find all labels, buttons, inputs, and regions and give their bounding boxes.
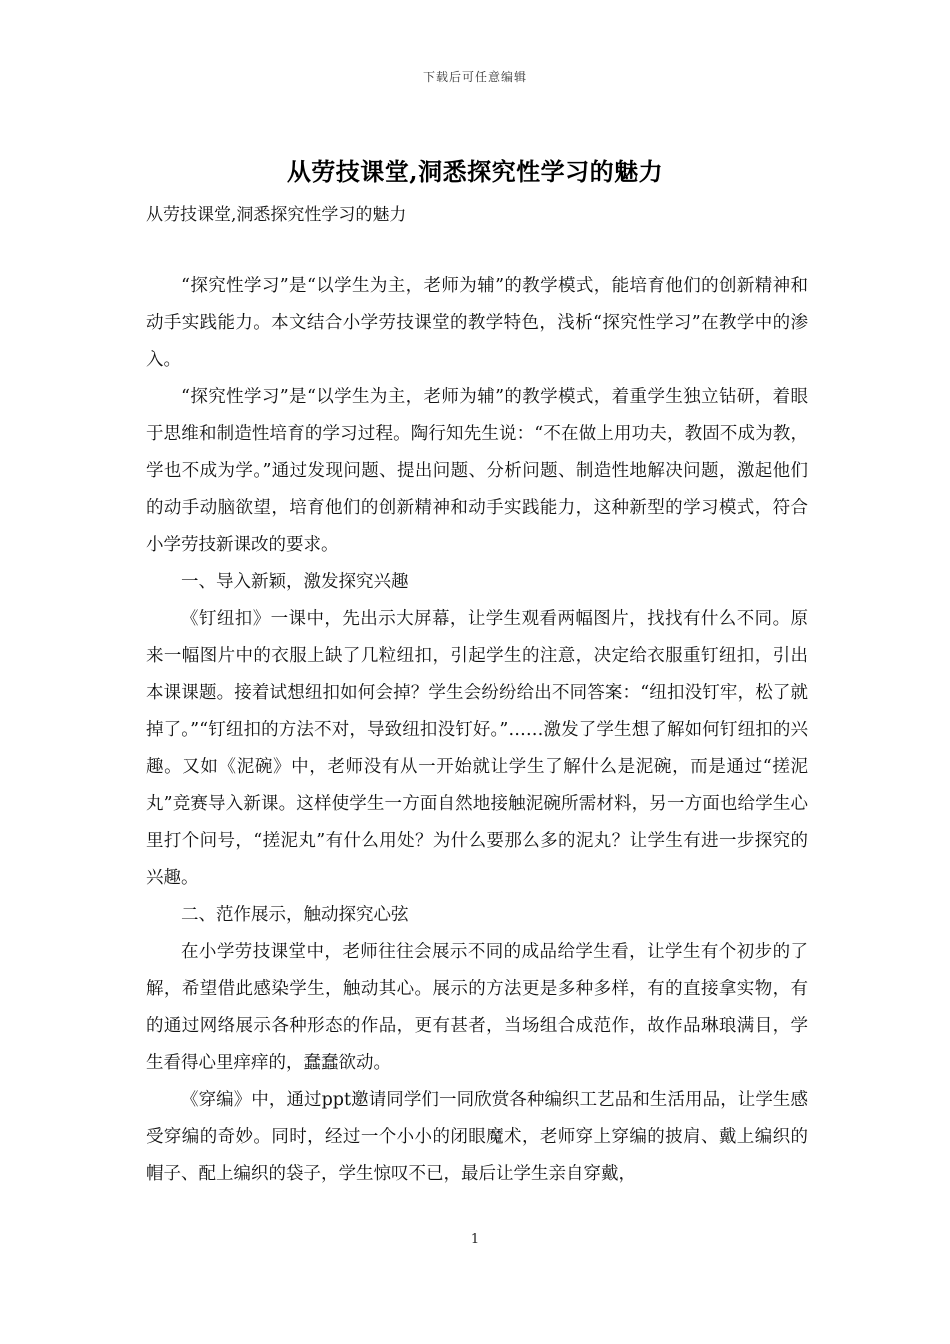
section-heading-1: 一、导入新颖，激发探究兴趣 (181, 572, 409, 592)
paragraph-section-2: 在小学劳技课堂中，老师往往会展示不同的成品给学生看，让学生有个初步的了解，希望借此感染学生，触动其心。展示的方法更是多种多样，有的直接拿实物，有的通过网络展示各种形态的作品，更有甚者，当场组合成范作，故作品琳琅满目，学生看得心里痒痒的，蠢蠢欲动。 (146, 942, 808, 1073)
page-number: 1 (470, 1232, 480, 1247)
paragraph-definition: “探究性学习”是“以学生为主，老师为辅”的教学模式，着重学生独立钻研，着眼于思维和制造性培育的学习过程。陶行知先生说：“不在做上用功夫，教固不成为教，学也不成为学。”通过发现问题、提出问题、分析问题、制造性地解决问题，激起他们的动手动脑欲望，培育他们的创新精神和动手实践能力，这种新型的学习模式，符合小学劳技新课改的要求。 (146, 387, 808, 555)
section-heading-2: 二、范作展示，触动探究心弦 (181, 905, 409, 925)
paragraph-intro: “探究性学习”是“以学生为主，老师为辅”的教学模式，能培育他们的创新精神和动手实践能力。本文结合小学劳技课堂的教学特色，浅析“探究性学习”在教学中的渗入。 (146, 276, 808, 370)
paragraph-section-2-example: 《穿编》中，通过ppt邀请同学们一同欣赏各种编织工艺品和生活用品，让学生感受穿编的奇妙。同时，经过一个小小的闭眼魔术，老师穿上穿编的披肩、戴上编织的帽子、配上编织的袋子，学生惊叹不已，最后让学生亲自穿戴， (146, 1090, 808, 1184)
paragraph-section-1: 《钉纽扣》一课中，先出示大屏幕，让学生观看两幅图片，找找有什么不同。原来一幅图片中的衣服上缺了几粒纽扣，引起学生的注意，决定给衣服重钉纽扣，引出本课课题。接着试想纽扣如何会掉？学生会纷纷给出不同答案：“纽扣没钉牢，松了就掉了。”“钉纽扣的方法不对，导致纽扣没钉好。”……激发了学生想了解如何钉纽扣的兴趣。又如《泥碗》中，老师没有从一开始就让学生了解什么是泥碗，而是通过“搓泥丸”竞赛导入新课。这样使学生一方面自然地接触泥碗所需材料，另一方面也给学生心里打个问号，“搓泥丸”有什么用处？为什么要那么多的泥丸？让学生有进一步探究的兴趣。 (146, 609, 808, 888)
document-body (146, 268, 808, 1193)
document-title: 从劳技课堂,洞悉探究性学习的魅力 (286, 157, 664, 186)
document-subtitle: 从劳技课堂,洞悉探究性学习的魅力 (146, 205, 407, 225)
header-note: 下载后可任意编辑 (422, 70, 527, 84)
